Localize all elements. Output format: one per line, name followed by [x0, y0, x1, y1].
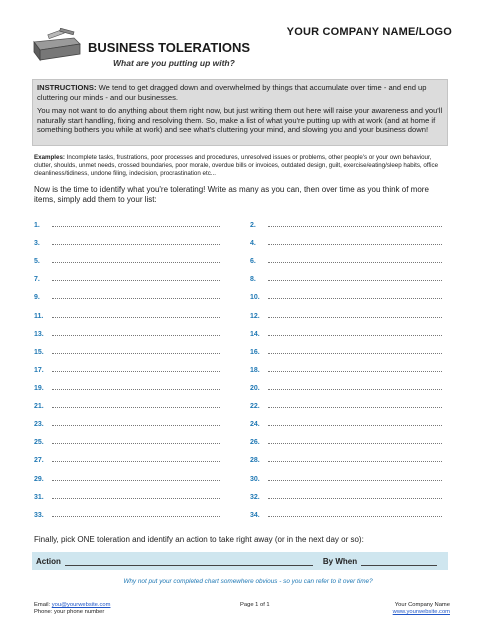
- dotted-entry-line[interactable]: [52, 220, 220, 227]
- list-item[interactable]: [250, 455, 442, 464]
- list-row: [34, 274, 454, 292]
- dotted-entry-line[interactable]: [268, 474, 442, 481]
- dotted-entry-line[interactable]: [52, 311, 220, 318]
- item-number: 12.: [250, 312, 260, 320]
- list-item[interactable]: [34, 220, 220, 229]
- list-row: [34, 401, 454, 419]
- list-row: [34, 437, 454, 455]
- list-row: [34, 256, 454, 274]
- dotted-entry-line[interactable]: [268, 492, 442, 499]
- item-number: 32.: [250, 493, 260, 501]
- list-item[interactable]: [250, 256, 442, 265]
- list-row: [34, 365, 454, 383]
- list-item[interactable]: [250, 365, 442, 374]
- footer-company: [393, 602, 450, 616]
- item-number: 25.: [34, 439, 44, 447]
- list-item[interactable]: [34, 510, 220, 519]
- dotted-entry-line[interactable]: [52, 419, 220, 426]
- list-item[interactable]: [34, 347, 220, 356]
- item-number: 27.: [34, 457, 44, 465]
- page-number: Page 1 of 1: [240, 602, 270, 608]
- dotted-entry-line[interactable]: [52, 492, 220, 499]
- dotted-entry-line[interactable]: [52, 238, 220, 245]
- list-row: [34, 347, 454, 365]
- list-item[interactable]: [34, 292, 220, 301]
- list-row: [34, 383, 454, 401]
- item-number: 9.: [34, 294, 40, 302]
- item-number: 17.: [34, 366, 44, 374]
- list-item[interactable]: [34, 274, 220, 283]
- item-number: 5.: [34, 258, 40, 266]
- list-item[interactable]: [250, 474, 442, 483]
- item-number: 20.: [250, 384, 260, 392]
- tolerations-list: [34, 220, 454, 528]
- item-number: 31.: [34, 493, 44, 501]
- list-item[interactable]: [34, 383, 220, 392]
- dotted-entry-line[interactable]: [52, 401, 220, 408]
- item-number: 26.: [250, 439, 260, 447]
- finally-instruction: Finally, pick ONE toleration and identify an action to take right away (or in the next day or so):: [34, 535, 364, 544]
- item-number: 11.: [34, 312, 44, 320]
- dotted-entry-line[interactable]: [268, 220, 442, 227]
- phone-number: your phone number: [54, 609, 105, 615]
- footer-company-name: Your Company Name: [394, 602, 450, 608]
- examples-text: Incomplete tasks, frustrations, poor processes and procedures, unresolved issues or problems, other people's or your own behaviour, clutter, shoulds, unmet needs, crossed boundaries, poor morale, overdue bills or invoices, outdated design, guilt, exercise/eating/sleep habits, office cleanliness/tidiness, undone filing, indecision, procrastination etc...: [34, 154, 439, 177]
- list-row: [34, 419, 454, 437]
- list-row: [34, 474, 454, 492]
- list-row: [34, 492, 454, 510]
- dotted-entry-line[interactable]: [268, 274, 442, 281]
- item-number: 28.: [250, 457, 260, 465]
- dotted-entry-line[interactable]: [268, 365, 442, 372]
- dotted-entry-line[interactable]: [52, 347, 220, 354]
- item-number: 6.: [250, 258, 256, 266]
- list-item[interactable]: [250, 238, 442, 247]
- list-intro: Now is the time to identify what you're tolerating! Write as many as you can, then over time as you think of more items, simply add them to your list:: [34, 185, 429, 205]
- list-item[interactable]: [250, 510, 442, 519]
- item-number: 18.: [250, 366, 260, 374]
- item-number: 7.: [34, 276, 40, 284]
- instructions-box: [32, 79, 448, 146]
- list-row: [34, 510, 454, 528]
- list-row: [34, 238, 454, 256]
- list-item[interactable]: [250, 419, 442, 428]
- item-number: 15.: [34, 348, 44, 356]
- list-item[interactable]: [250, 401, 442, 410]
- item-number: 34.: [250, 511, 260, 519]
- instructions-text-2: You may not want to do anything about them right now, but just writing them out here will raise your awareness and you'll naturally start handling, fixing and resolving them. So, make a list of what you're putting up with at work (and at home if something bothers you while at work) and see what's cluttering your mind, and slowing you and your business down!: [37, 106, 443, 135]
- item-number: 19.: [34, 384, 44, 392]
- list-row: [34, 455, 454, 473]
- list-item[interactable]: [250, 383, 442, 392]
- item-number: 14.: [250, 330, 260, 338]
- item-number: 13.: [34, 330, 44, 338]
- list-item[interactable]: [34, 474, 220, 483]
- by-when-label: By When: [322, 556, 358, 566]
- dotted-entry-line[interactable]: [52, 329, 220, 336]
- list-item[interactable]: [250, 292, 442, 301]
- by-when-field[interactable]: [361, 557, 437, 566]
- email-link[interactable]: you@yourwebsite.com: [51, 602, 111, 608]
- item-number: 24.: [250, 421, 260, 429]
- list-item[interactable]: [34, 365, 220, 374]
- list-item[interactable]: [34, 238, 220, 247]
- toolbox-logo-icon: [30, 28, 86, 62]
- dotted-entry-line[interactable]: [268, 238, 442, 245]
- instructions-label: INSTRUCTIONS:: [37, 83, 97, 92]
- page-subtitle: What are you putting up with?: [113, 58, 235, 68]
- list-item[interactable]: [250, 220, 442, 229]
- dotted-entry-line[interactable]: [268, 510, 442, 517]
- page-title: BUSINESS TOLERATIONS: [88, 40, 251, 55]
- item-number: 3.: [34, 240, 40, 248]
- list-row: [34, 292, 454, 310]
- dotted-entry-line[interactable]: [52, 437, 220, 444]
- dotted-entry-line[interactable]: [268, 311, 442, 318]
- footer-contact: [34, 602, 110, 616]
- instructions-text-1: We tend to get dragged down and overwhelmed by things that accumulate over time - and end up cluttering our minds - and our businesses.: [37, 83, 427, 102]
- dotted-entry-line[interactable]: [268, 347, 442, 354]
- dotted-entry-line[interactable]: [268, 329, 442, 336]
- dotted-entry-line[interactable]: [268, 383, 442, 390]
- dotted-entry-line[interactable]: [268, 455, 442, 462]
- dotted-entry-line[interactable]: [52, 510, 220, 517]
- item-number: 4.: [250, 240, 256, 248]
- list-item[interactable]: [34, 401, 220, 410]
- company-logo-placeholder: YOUR COMPANY NAME/LOGO: [286, 26, 452, 38]
- list-item[interactable]: [34, 492, 220, 501]
- item-number: 8.: [250, 276, 256, 284]
- examples-paragraph: [34, 154, 448, 178]
- list-item[interactable]: [250, 329, 442, 338]
- item-number: 1.: [34, 222, 40, 229]
- email-label: Email:: [34, 602, 51, 608]
- item-number: 2.: [250, 222, 256, 229]
- website-link[interactable]: www.yourwebsite.com: [392, 609, 450, 615]
- list-item[interactable]: [250, 492, 442, 501]
- dotted-entry-line[interactable]: [268, 292, 442, 299]
- dotted-entry-line[interactable]: [52, 383, 220, 390]
- item-number: 29.: [34, 475, 44, 483]
- dotted-entry-line[interactable]: [52, 256, 220, 263]
- dotted-entry-line[interactable]: [52, 365, 220, 372]
- phone-label: Phone:: [34, 609, 53, 615]
- item-number: 23.: [34, 421, 44, 429]
- list-item[interactable]: [250, 437, 442, 446]
- list-item[interactable]: [250, 311, 442, 320]
- list-row: [34, 311, 454, 329]
- action-label: Action: [36, 556, 61, 566]
- dotted-entry-line[interactable]: [268, 419, 442, 426]
- item-number: 22.: [250, 403, 260, 411]
- examples-label: Examples:: [34, 154, 65, 161]
- list-row: [34, 329, 454, 347]
- list-item[interactable]: [34, 311, 220, 320]
- item-number: 16.: [250, 348, 260, 356]
- list-item[interactable]: [34, 329, 220, 338]
- item-number: 10.: [250, 294, 260, 302]
- dotted-entry-line[interactable]: [52, 474, 220, 481]
- dotted-entry-line[interactable]: [268, 437, 442, 444]
- dotted-entry-line[interactable]: [268, 256, 442, 263]
- list-item[interactable]: [250, 347, 442, 356]
- list-row: [34, 220, 454, 238]
- dotted-entry-line[interactable]: [52, 274, 220, 281]
- item-number: 33.: [34, 511, 44, 519]
- dotted-entry-line[interactable]: [52, 292, 220, 299]
- list-item[interactable]: [34, 419, 220, 428]
- list-item[interactable]: [34, 437, 220, 446]
- dotted-entry-line[interactable]: [268, 401, 442, 408]
- tip-text: Why not put your completed chart somewhere obvious - so you can refer to it over time?: [123, 578, 373, 585]
- action-field[interactable]: [65, 557, 313, 566]
- list-item[interactable]: [34, 256, 220, 265]
- item-number: 30.: [250, 475, 260, 483]
- item-number: 21.: [34, 403, 44, 411]
- list-item[interactable]: [250, 274, 442, 283]
- list-item[interactable]: [34, 455, 220, 464]
- action-bar: [32, 552, 448, 570]
- dotted-entry-line[interactable]: [52, 455, 220, 462]
